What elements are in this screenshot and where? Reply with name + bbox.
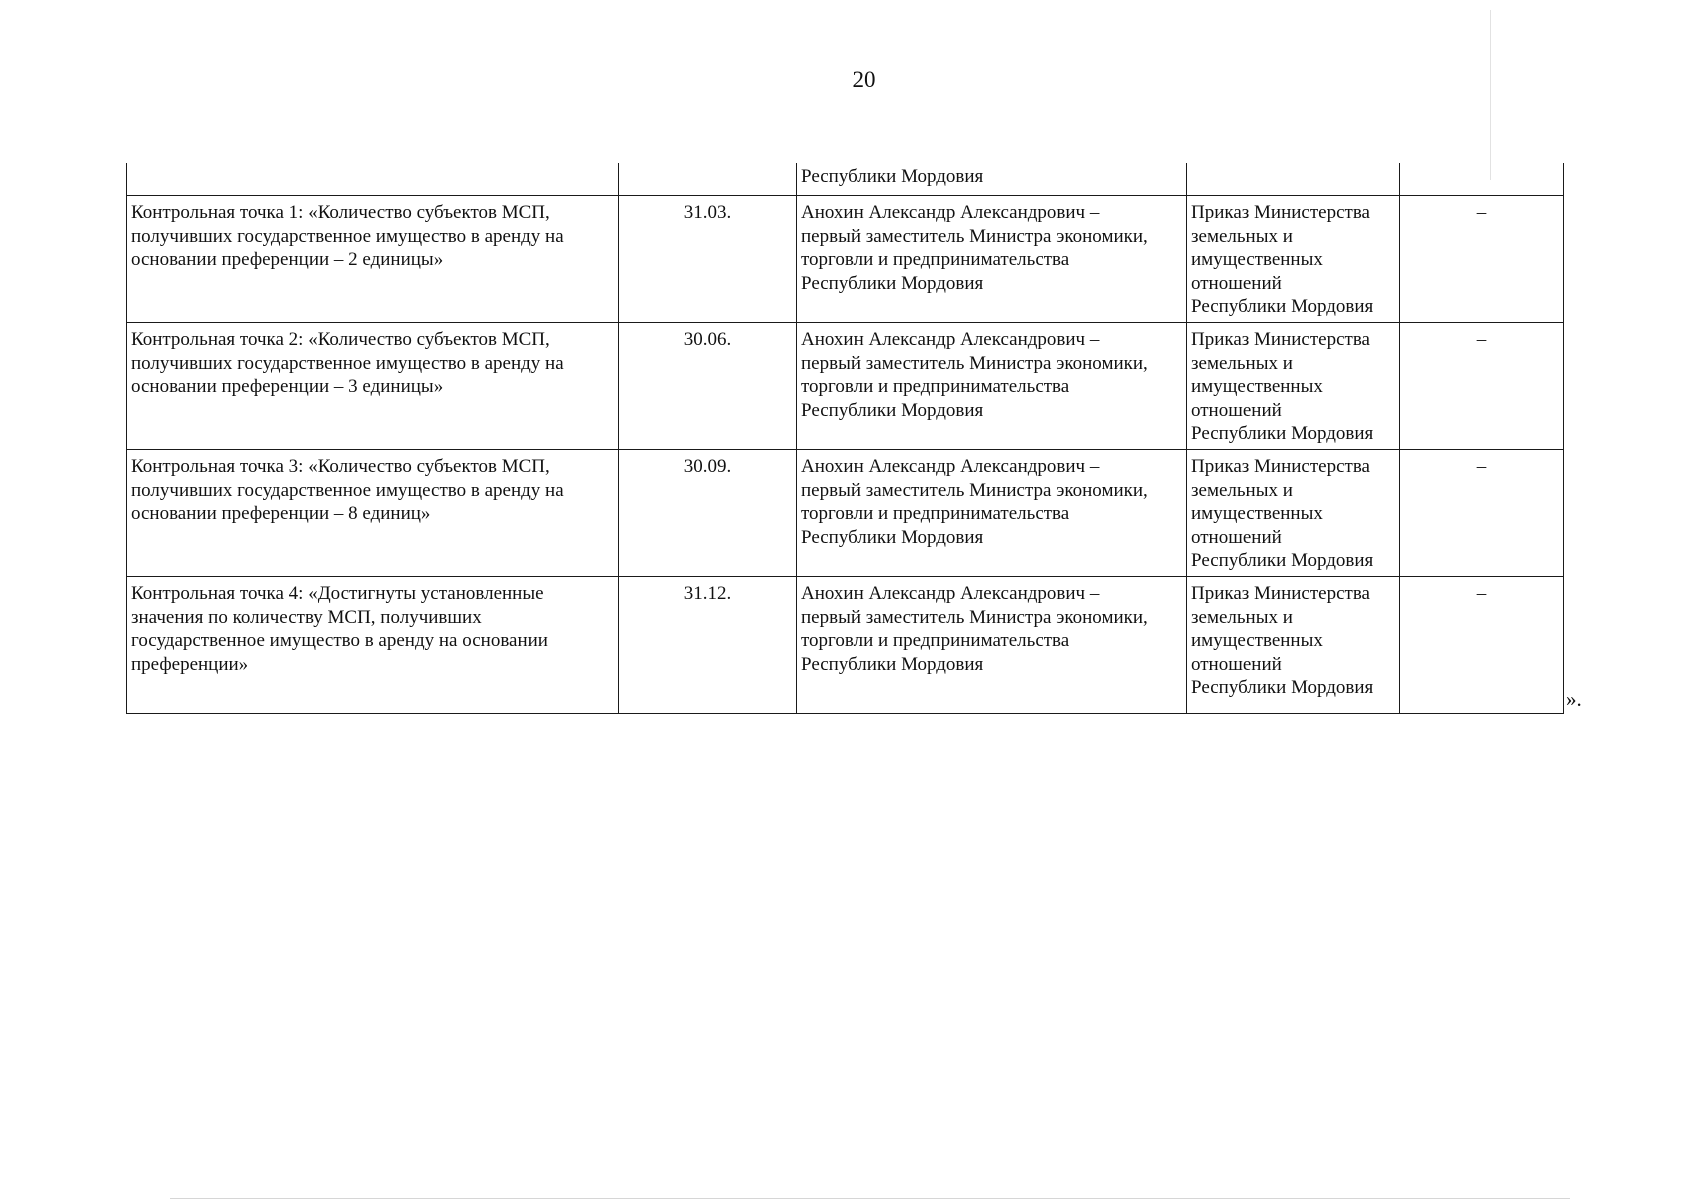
deadline-date: 30.09. <box>683 456 732 477</box>
event-text-line: основании преференции – 2 единицы» <box>131 249 444 270</box>
mark-cell <box>1400 323 1564 450</box>
event-text-line: Контрольная точка 3: «Количество субъектов МСП, <box>131 456 550 477</box>
document-text-line: имущественных <box>1191 249 1323 270</box>
event-text-line: преференции» <box>131 653 249 675</box>
responsible-tail-text: Республики Мордовия <box>801 166 984 187</box>
event-text-line: значения по количеству МСП, получивших <box>131 606 482 628</box>
event-text-line: Контрольная точка 1: «Количество субъектов МСП, <box>131 202 550 223</box>
responsible-cell <box>797 196 1187 323</box>
event-cell <box>127 577 619 714</box>
document-text-line: отношений <box>1191 272 1282 294</box>
deadline-date: 31.03. <box>683 202 732 223</box>
responsible-text-line: Республики Мордовия <box>801 526 984 548</box>
responsible-text-line: торговли и предпринимательства <box>801 503 1070 524</box>
mark-cell <box>1400 450 1564 577</box>
responsible-text-line: Анохин Александр Александрович – <box>801 329 1100 350</box>
responsible-cell <box>797 450 1187 577</box>
event-text-line: Контрольная точка 2: «Количество субъектов МСП, <box>131 329 550 350</box>
responsible-text-line: торговли и предпринимательства <box>801 376 1070 397</box>
control-points-table <box>126 163 1564 714</box>
responsible-text-line: Республики Мордовия <box>801 653 984 675</box>
responsible-text-line: первый заместитель Министра экономики, <box>801 352 1148 374</box>
document-text-line: земельных и <box>1191 352 1293 374</box>
responsible-text-line: Республики Мордовия <box>801 272 984 294</box>
responsible-text-line: Анохин Александр Александрович – <box>801 456 1100 477</box>
document-text-line: земельных и <box>1191 225 1293 247</box>
responsible-text-line: Анохин Александр Александрович – <box>801 202 1100 223</box>
document-text-line: земельных и <box>1191 479 1293 501</box>
document-cell <box>1187 196 1400 323</box>
document-text-line: Приказ Министерства <box>1191 329 1370 350</box>
date-cell <box>619 163 797 196</box>
page-number: 20 <box>852 67 876 92</box>
responsible-text-line: первый заместитель Министра экономики, <box>801 479 1148 501</box>
event-text-line: получивших государственное имущество в аренду на <box>131 352 564 374</box>
date-cell <box>619 196 797 323</box>
document-text-line: отношений <box>1191 526 1282 548</box>
responsible-text-line: торговли и предпринимательства <box>801 630 1070 651</box>
document-cell <box>1187 577 1400 714</box>
responsible-text-line: первый заместитель Министра экономики, <box>801 606 1148 628</box>
document-text-line: Приказ Министерства <box>1191 456 1370 477</box>
closing-quote-mark: ». <box>1566 687 1582 711</box>
document-text-line: имущественных <box>1191 503 1323 524</box>
table-row <box>127 450 1564 577</box>
document-text-line: имущественных <box>1191 630 1323 651</box>
document-text-line: Республики Мордовия <box>1191 296 1374 317</box>
scan-artifact <box>170 1198 1570 1199</box>
document-text-line: Республики Мордовия <box>1191 423 1374 444</box>
deadline-date: 31.12. <box>683 583 732 604</box>
carry-over-row <box>127 163 1564 196</box>
dash-mark: – <box>1476 583 1487 604</box>
document-cell <box>1187 163 1400 196</box>
scan-artifact <box>1490 10 1491 180</box>
date-cell <box>619 323 797 450</box>
document-text-line: Республики Мордовия <box>1191 677 1374 698</box>
document-cell <box>1187 323 1400 450</box>
event-text-line: Контрольная точка 4: «Достигнуты установленные <box>131 583 544 604</box>
event-text-line: основании преференции – 3 единицы» <box>131 376 444 397</box>
event-text-line: получивших государственное имущество в аренду на <box>131 225 564 247</box>
mark-cell <box>1400 163 1564 196</box>
responsible-text-line: первый заместитель Министра экономики, <box>801 225 1148 247</box>
responsible-text-line: Республики Мордовия <box>801 399 984 421</box>
document-text-line: земельных и <box>1191 606 1293 628</box>
mark-cell <box>1400 196 1564 323</box>
table-row <box>127 323 1564 450</box>
event-text-line: государственное имущество в аренду на основании <box>131 630 548 651</box>
date-cell <box>619 577 797 714</box>
dash-mark: – <box>1476 202 1487 223</box>
date-cell <box>619 450 797 577</box>
responsible-cell <box>797 163 1187 196</box>
document-text-line: Республики Мордовия <box>1191 550 1374 571</box>
document-text-line: Приказ Министерства <box>1191 583 1370 604</box>
document-text-line: отношений <box>1191 399 1282 421</box>
responsible-text-line: торговли и предпринимательства <box>801 249 1070 270</box>
event-cell <box>127 196 619 323</box>
document-text-line: Приказ Министерства <box>1191 202 1370 223</box>
responsible-text-line: Анохин Александр Александрович – <box>801 583 1100 604</box>
event-text-line: основании преференции – 8 единиц» <box>131 503 431 524</box>
mark-cell <box>1400 577 1564 714</box>
event-cell <box>127 163 619 196</box>
responsible-cell <box>797 323 1187 450</box>
event-cell <box>127 450 619 577</box>
event-cell <box>127 323 619 450</box>
event-text-line: получивших государственное имущество в аренду на <box>131 479 564 501</box>
document-cell <box>1187 450 1400 577</box>
dash-mark: – <box>1476 456 1487 477</box>
table-row <box>127 196 1564 323</box>
document-text-line: отношений <box>1191 653 1282 675</box>
deadline-date: 30.06. <box>683 329 732 350</box>
document-text-line: имущественных <box>1191 376 1323 397</box>
table-row <box>127 577 1564 714</box>
responsible-cell <box>797 577 1187 714</box>
dash-mark: – <box>1476 329 1487 350</box>
